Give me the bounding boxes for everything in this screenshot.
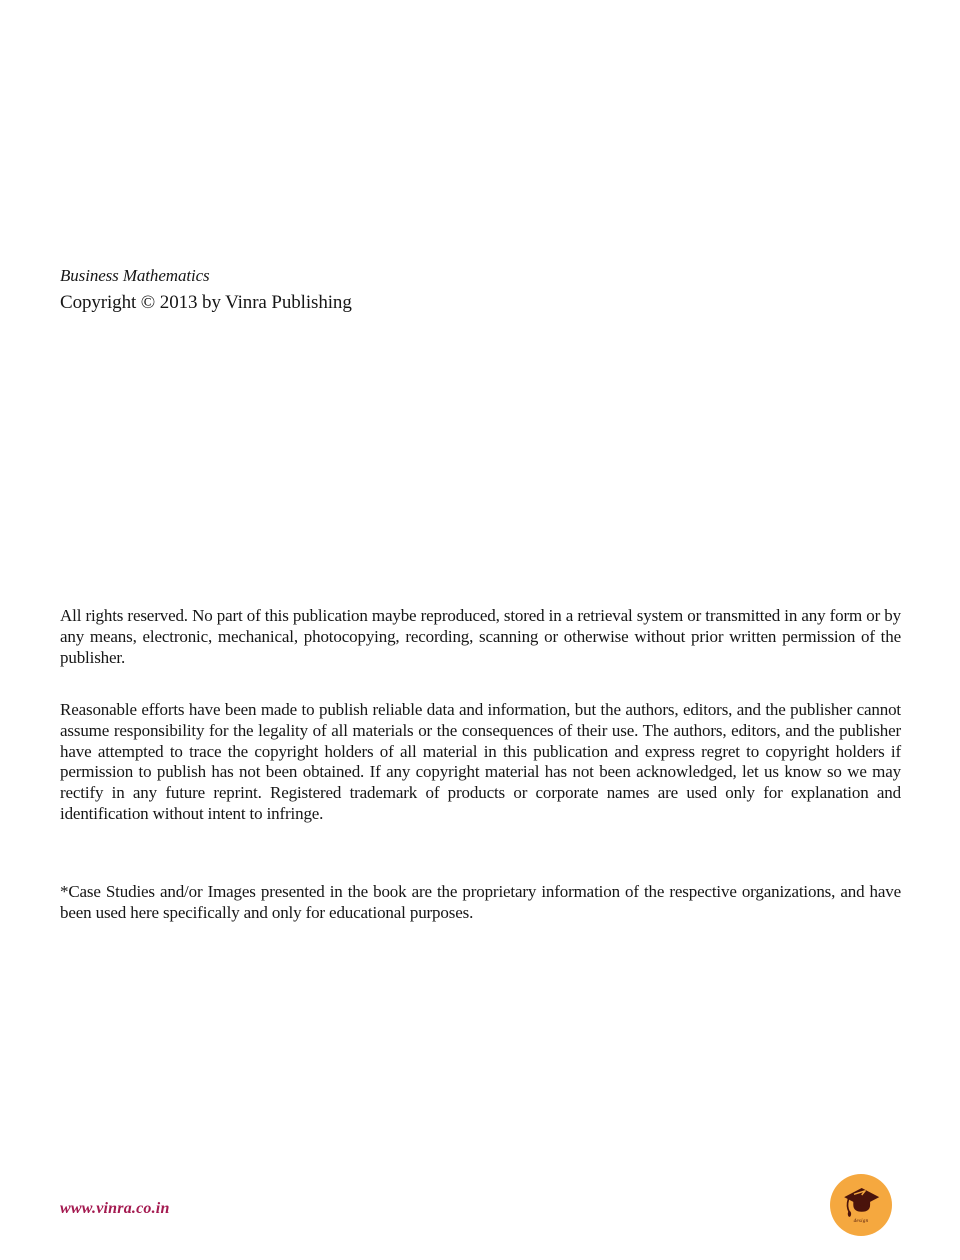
graduation-cap-icon (840, 1185, 882, 1219)
reasonable-efforts-paragraph: Reasonable efforts have been made to publish reliable data and information, but the authors, editors, and the publisher cannot assume responsibility for the legality of all materials or the consequences of their use. The authors, editors, and the publisher have attempted to trace the copyright holders of all material in this publication and express regret to copyright holders if permission to publish has not been obtained. If any copyright material has not been acknowledged, let us know so we may rectify in any future reprint. Registered trademark of products or corporate names are used only for explanation and identification without intent to infringe. (60, 700, 901, 823)
book-title: Business Mathematics (60, 266, 210, 285)
copyright-line: Copyright © 2013 by Vinra Publishing (60, 292, 352, 313)
publisher-website-url: www.vinra.co.in (60, 1200, 170, 1217)
case-studies-disclaimer-paragraph: *Case Studies and/or Images presented in the book are the proprietary information of the respective organizations, and have been used here specifically and only for educational purposes. (60, 882, 901, 922)
rights-reserved-paragraph: All rights reserved. No part of this publication maybe reproduced, stored in a retrieval system or transmitted in any form or by any means, electronic, mechanical, photocopying, recording, scanning or otherwise without prior written permission of the publisher. (60, 606, 901, 667)
logo-caption: design (853, 1219, 869, 1224)
publisher-logo (830, 1174, 892, 1236)
title-block (60, 265, 900, 315)
